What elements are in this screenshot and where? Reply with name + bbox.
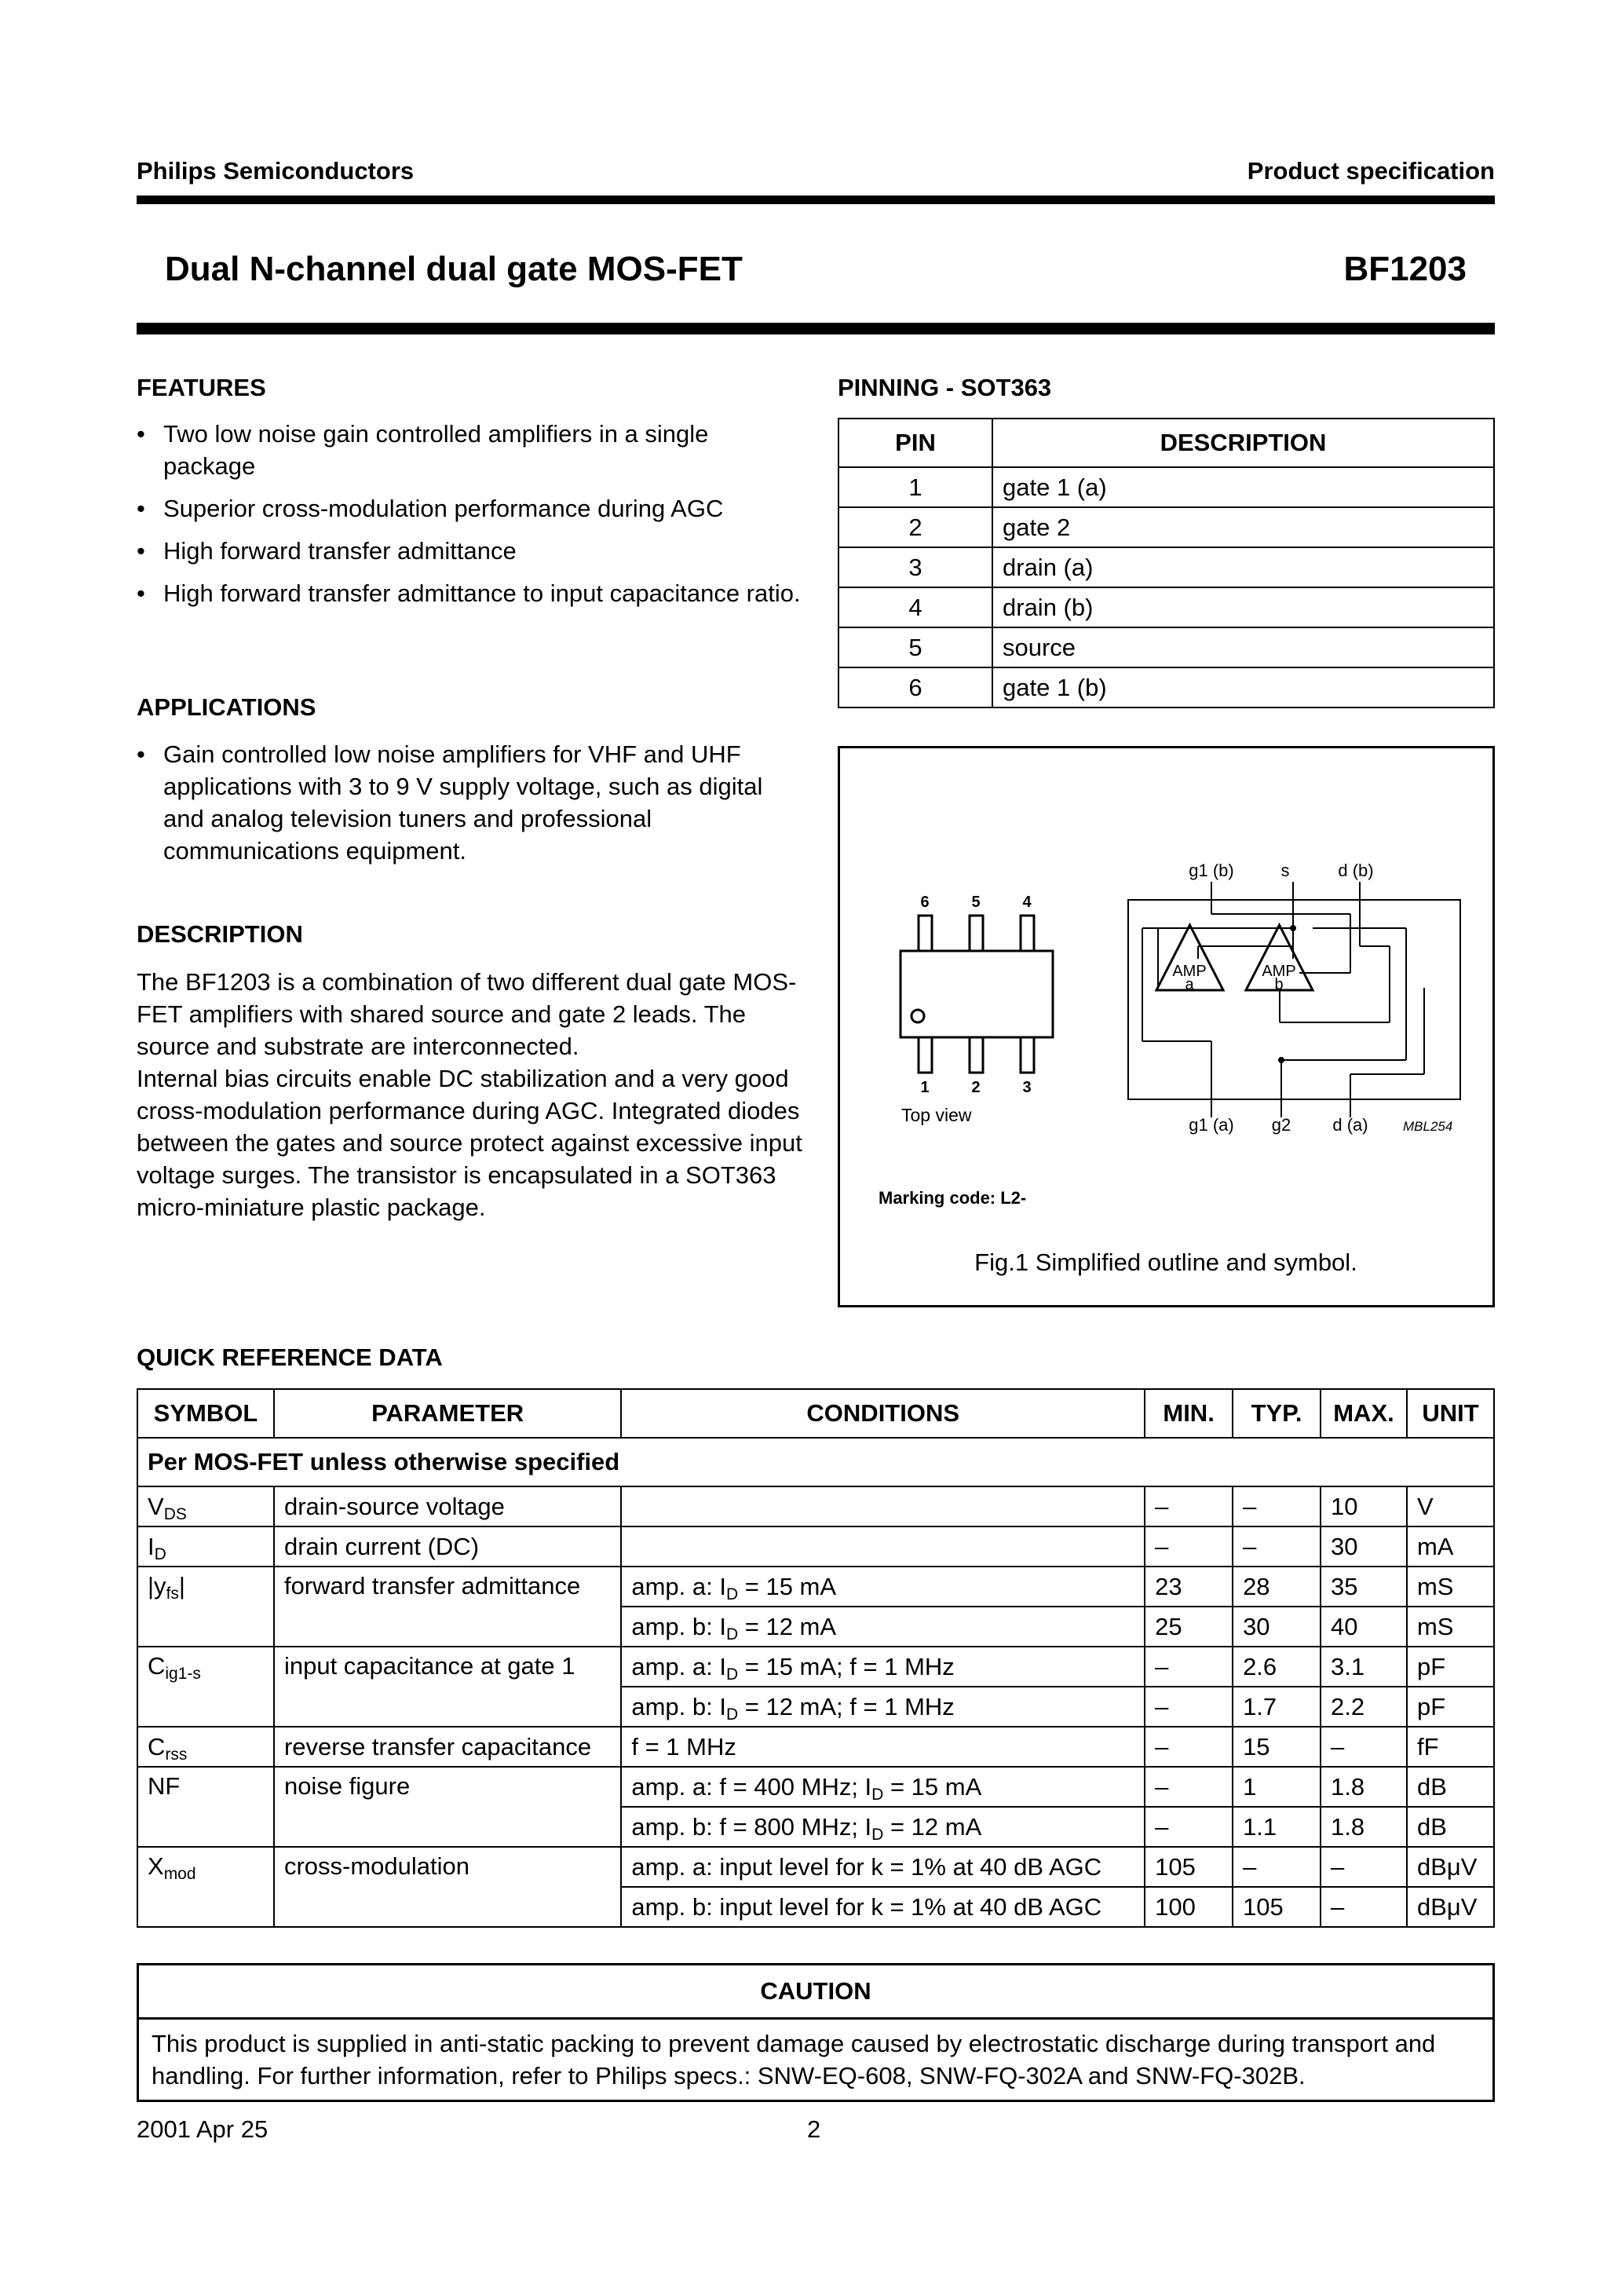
quick-reference-table bbox=[137, 1388, 1495, 1928]
parameter-cell: cross-modulation bbox=[274, 1847, 621, 1927]
typ-cell: 28 bbox=[1233, 1567, 1321, 1607]
terminal-label: s bbox=[1280, 861, 1290, 880]
max-cell: 1.8 bbox=[1321, 1807, 1407, 1847]
typ-cell: – bbox=[1233, 1526, 1321, 1567]
min-cell: 25 bbox=[1145, 1607, 1233, 1647]
typ-cell: 30 bbox=[1233, 1607, 1321, 1647]
pin-description: drain (b) bbox=[992, 587, 1494, 627]
pin-number: 4 bbox=[838, 587, 992, 627]
unit-cell: mA bbox=[1407, 1526, 1494, 1567]
pin-label: 4 bbox=[1022, 894, 1032, 911]
pin-label: 1 bbox=[920, 1079, 930, 1096]
column-header: UNIT bbox=[1407, 1389, 1494, 1438]
pin-description: drain (a) bbox=[992, 547, 1494, 587]
amp-suffix: a bbox=[1185, 976, 1194, 993]
junction-dot bbox=[1278, 1057, 1284, 1063]
min-cell: – bbox=[1145, 1526, 1233, 1567]
conditions-cell: amp. b: f = 800 MHz; $I_D = 12$ mA bbox=[621, 1807, 1145, 1847]
table-row bbox=[137, 1567, 1494, 1607]
top-view-label: Top view bbox=[901, 1105, 972, 1125]
pin-number: 2 bbox=[838, 507, 992, 547]
package-outline bbox=[901, 916, 1053, 1073]
applications-list bbox=[137, 738, 804, 877]
features-list bbox=[137, 418, 804, 620]
description-body bbox=[137, 966, 804, 1223]
typ-cell: 1 bbox=[1233, 1767, 1321, 1807]
unit-cell: pF bbox=[1407, 1687, 1494, 1727]
table-row bbox=[137, 1847, 1494, 1887]
min-cell: 100 bbox=[1145, 1887, 1233, 1927]
pin-label: 3 bbox=[1022, 1079, 1032, 1096]
figure-caption: Fig.1 Simplified outline and symbol. bbox=[974, 1249, 1357, 1276]
figure-drawing bbox=[840, 748, 1492, 1305]
parameter-cell: forward transfer admittance bbox=[274, 1567, 621, 1647]
unit-cell: dB bbox=[1407, 1807, 1494, 1847]
min-cell: – bbox=[1145, 1767, 1233, 1807]
marking-code: Marking code: L2- bbox=[879, 1188, 1027, 1208]
pin-label: 5 bbox=[971, 894, 981, 911]
typ-cell: 2.6 bbox=[1233, 1647, 1321, 1687]
unit-cell: mS bbox=[1407, 1567, 1494, 1607]
conditions-cell bbox=[621, 1526, 1145, 1567]
column-header: TYP. bbox=[1233, 1389, 1321, 1438]
applications-heading: APPLICATIONS bbox=[137, 693, 316, 721]
conditions-cell: f = 1 MHz bbox=[621, 1727, 1145, 1767]
unit-cell: mS bbox=[1407, 1607, 1494, 1647]
parameter-cell: drain current (DC) bbox=[274, 1526, 621, 1567]
terminal-label: g1 (a) bbox=[1189, 1115, 1234, 1135]
unit-cell: V bbox=[1407, 1486, 1494, 1526]
unit-cell: dB bbox=[1407, 1767, 1494, 1807]
pin-label: 6 bbox=[920, 894, 930, 911]
table-row bbox=[137, 1486, 1494, 1526]
min-cell: 23 bbox=[1145, 1567, 1233, 1607]
description-paragraph: Internal bias circuits enable DC stabilization and a very good cross-modulation performance during AGC. Integrated diodes between the gates and source protect against excessive input voltage surges. The transistor is encapsulated in a SOT363 micro-miniature plastic package. bbox=[137, 1065, 802, 1221]
typ-cell: 1.7 bbox=[1233, 1687, 1321, 1727]
unit-cell: fF bbox=[1407, 1727, 1494, 1767]
parameter-cell: input capacitance at gate 1 bbox=[274, 1647, 621, 1727]
typ-cell: – bbox=[1233, 1847, 1321, 1887]
max-cell: 40 bbox=[1321, 1607, 1407, 1647]
pin-number: 6 bbox=[838, 667, 992, 707]
table-row bbox=[137, 1647, 1494, 1687]
max-cell: – bbox=[1321, 1847, 1407, 1887]
min-cell: – bbox=[1145, 1486, 1233, 1526]
conditions-cell: amp. a: $I_D = 15$ mA; f = 1 MHz bbox=[621, 1647, 1145, 1687]
unit-cell: pF bbox=[1407, 1647, 1494, 1687]
table-row bbox=[838, 467, 1494, 507]
parameter-cell: drain-source voltage bbox=[274, 1486, 621, 1526]
typ-cell: 105 bbox=[1233, 1887, 1321, 1927]
junction-dot bbox=[1290, 925, 1296, 931]
table-row bbox=[838, 587, 1494, 627]
parameter-cell: reverse transfer capacitance bbox=[274, 1727, 621, 1767]
symbol-cell: $C_{rss}$ bbox=[137, 1727, 274, 1767]
conditions-cell bbox=[621, 1486, 1145, 1526]
description-paragraph: The BF1203 is a combination of two different dual gate MOS-FET amplifiers with shared source and gate 2 leads. The source and substrate are interconnected. bbox=[137, 968, 797, 1060]
list-item: • Two low noise gain controlled amplifiers in a single package bbox=[137, 418, 804, 482]
pin-number: 5 bbox=[838, 627, 992, 667]
caution-text: This product is supplied in anti-static packing to prevent damage caused by electrostatic discharge during transport and handling. For further information, refer to Philips specs.: SNW-EQ-608, SNW-FQ-302A and SNW-FQ-302B. bbox=[152, 2030, 1436, 2089]
min-cell: – bbox=[1145, 1807, 1233, 1847]
max-cell: 2.2 bbox=[1321, 1687, 1407, 1727]
symbol-cell: $|y_{fs}|$ bbox=[137, 1567, 274, 1647]
column-header: CONDITIONS bbox=[621, 1389, 1145, 1438]
column-header: SYMBOL bbox=[137, 1389, 274, 1438]
parameter-cell: noise figure bbox=[274, 1767, 621, 1847]
list-item: • High forward transfer admittance bbox=[137, 535, 804, 567]
max-cell: 35 bbox=[1321, 1567, 1407, 1607]
max-cell: – bbox=[1321, 1887, 1407, 1927]
title-rule bbox=[137, 323, 1495, 335]
amp-label: AMP bbox=[1262, 963, 1296, 980]
pin-label: 2 bbox=[971, 1079, 981, 1096]
symbol-cell: NF bbox=[137, 1767, 274, 1847]
figure-outline-symbol bbox=[838, 746, 1495, 1307]
amp-label: AMP bbox=[1172, 963, 1207, 980]
symbol-cell: $I_D$ bbox=[137, 1526, 274, 1567]
column-header: MIN. bbox=[1145, 1389, 1233, 1438]
max-cell: 1.8 bbox=[1321, 1767, 1407, 1807]
pinning-heading: PINNING - SOT363 bbox=[838, 374, 1052, 401]
typ-cell: 15 bbox=[1233, 1727, 1321, 1767]
terminal-label: d (b) bbox=[1338, 861, 1374, 880]
max-cell: – bbox=[1321, 1727, 1407, 1767]
column-header: PARAMETER bbox=[274, 1389, 621, 1438]
conditions-cell: amp. a: input level for k = 1% at 40 dB AGC bbox=[621, 1847, 1145, 1887]
unit-cell: dBμV bbox=[1407, 1887, 1494, 1927]
figure-reference: MBL254 bbox=[1403, 1119, 1453, 1134]
table-row bbox=[137, 1727, 1494, 1767]
table-header-row bbox=[137, 1389, 1494, 1438]
terminal-label: d (a) bbox=[1332, 1115, 1368, 1135]
max-cell: 3.1 bbox=[1321, 1647, 1407, 1687]
terminal-label: g1 (b) bbox=[1189, 861, 1234, 880]
column-header: PIN bbox=[838, 419, 992, 467]
table-row bbox=[838, 547, 1494, 587]
typ-cell: 1.1 bbox=[1233, 1807, 1321, 1847]
conditions-cell: amp. a: f = 400 MHz; $I_D = 15$ mA bbox=[621, 1767, 1145, 1807]
conditions-cell: amp. b: input level for k = 1% at 40 dB AGC bbox=[621, 1887, 1145, 1927]
features-heading: FEATURES bbox=[137, 374, 266, 401]
max-cell: 30 bbox=[1321, 1526, 1407, 1567]
min-cell: – bbox=[1145, 1687, 1233, 1727]
page-number: 2 bbox=[807, 2115, 821, 2143]
conditions-cell: amp. b: $I_D = 12$ mA bbox=[621, 1607, 1145, 1647]
unit-cell: dBμV bbox=[1407, 1847, 1494, 1887]
pinning-table bbox=[838, 418, 1495, 708]
part-number: BF1203 bbox=[1343, 250, 1467, 288]
symbol-cell: $X_{mod}$ bbox=[137, 1847, 274, 1927]
group-label: Per MOS-FET unless otherwise specified bbox=[137, 1438, 1494, 1486]
list-item: • High forward transfer admittance to input capacitance ratio. bbox=[137, 577, 804, 609]
page-title: Dual N-channel dual gate MOS-FET bbox=[165, 250, 743, 288]
description-heading: DESCRIPTION bbox=[137, 920, 303, 948]
quick-reference-heading: QUICK REFERENCE DATA bbox=[137, 1344, 443, 1371]
amp-suffix: b bbox=[1274, 976, 1284, 993]
min-cell: – bbox=[1145, 1727, 1233, 1767]
pin-description: gate 2 bbox=[992, 507, 1494, 547]
min-cell: – bbox=[1145, 1647, 1233, 1687]
table-row bbox=[838, 667, 1494, 707]
pin-number: 3 bbox=[838, 547, 992, 587]
terminal-label: g2 bbox=[1271, 1115, 1291, 1135]
schematic-symbol bbox=[1128, 882, 1460, 1117]
typ-cell: – bbox=[1233, 1486, 1321, 1526]
caution-heading: CAUTION bbox=[139, 1965, 1492, 2020]
pin-description: gate 1 (b) bbox=[992, 667, 1494, 707]
symbol-cell: $V_{DS}$ bbox=[137, 1486, 274, 1526]
pin-description: source bbox=[992, 627, 1494, 667]
caution-box bbox=[137, 1963, 1495, 2102]
table-row bbox=[838, 507, 1494, 547]
column-header: MAX. bbox=[1321, 1389, 1407, 1438]
header-rule bbox=[137, 196, 1495, 204]
document-type: Product specification bbox=[1247, 157, 1495, 185]
min-cell: 105 bbox=[1145, 1847, 1233, 1887]
conditions-cell: amp. a: $I_D = 15$ mA bbox=[621, 1567, 1145, 1607]
column-header: DESCRIPTION bbox=[992, 419, 1494, 467]
table-row bbox=[838, 627, 1494, 667]
table-group-row bbox=[137, 1438, 1494, 1486]
company-name: Philips Semiconductors bbox=[137, 157, 415, 185]
list-item: • Superior cross-modulation performance during AGC bbox=[137, 492, 804, 525]
table-row bbox=[137, 1767, 1494, 1807]
footer-date: 2001 Apr 25 bbox=[137, 2115, 269, 2143]
pin-description: gate 1 (a) bbox=[992, 467, 1494, 507]
conditions-cell: amp. b: $I_D = 12$ mA; f = 1 MHz bbox=[621, 1687, 1145, 1727]
list-item: • Gain controlled low noise amplifiers for VHF and UHF applications with 3 to 9 V supply voltage, such as digital and analog television tuners and professional communications equipment. bbox=[137, 738, 804, 867]
table-row bbox=[137, 1526, 1494, 1567]
pin-number: 1 bbox=[838, 467, 992, 507]
symbol-cell: $C_{ig1-s}$ bbox=[137, 1647, 274, 1727]
max-cell: 10 bbox=[1321, 1486, 1407, 1526]
